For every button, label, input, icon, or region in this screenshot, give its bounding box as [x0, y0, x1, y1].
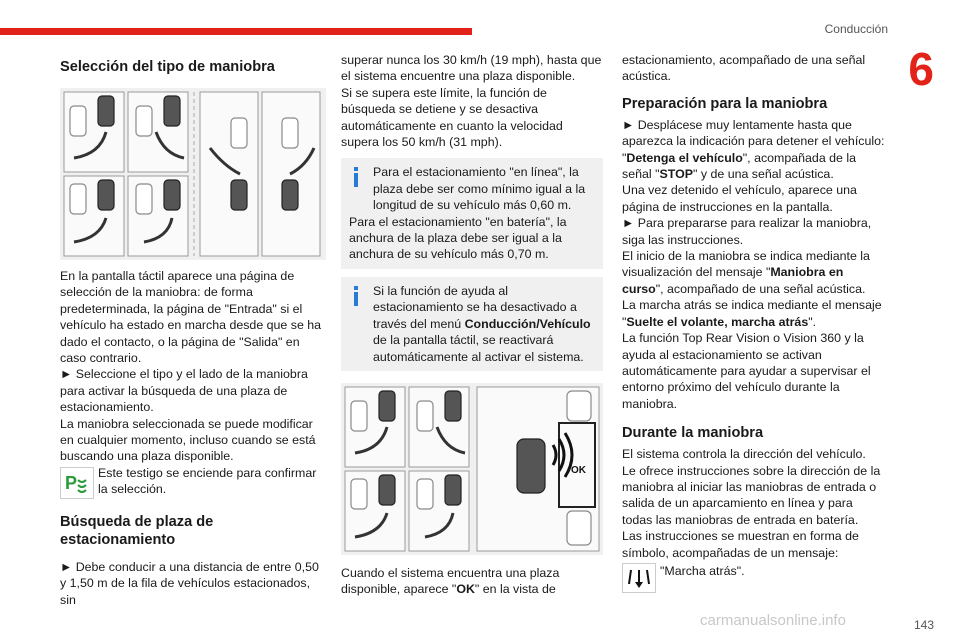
paragraph: estacionamiento, acompañado de una señal acústica.	[622, 53, 866, 84]
reverse-symbol-note	[622, 561, 886, 591]
instruction-step: ► Debe conducir a una distancia de entre 0,50 y 1,50 m de la fila de vehículos estacionados, sin	[60, 559, 319, 607]
info-icon	[349, 167, 363, 187]
header-accent-bar	[0, 28, 472, 35]
paragraph: La maniobra seleccionada se puede modificar en cualquier momento, incluso cuando se está buscando una plaza disponible.	[60, 416, 316, 464]
paragraph: La marcha atrás se indica mediante el mensaje "Suelte el volante, marcha atrás".	[622, 298, 882, 329]
parking-assist-indicator-icon	[60, 467, 94, 499]
instruction-step: ► Desplácese muy lentamente hasta que aparezca la indicación para detener el vehículo: "Detenga el vehículo", acompañada de la señal "STOP" y de una señal acústica.	[622, 117, 885, 182]
column-2	[341, 52, 603, 598]
space-found-illustration	[341, 383, 603, 555]
paragraph: El inicio de la maniobra se indica mediante la visualización del mensaje "Maniobra en curso", acompañado de una señal acústica.	[622, 249, 870, 296]
info-box-dimensions	[341, 158, 603, 268]
paragraph: Las instrucciones se muestran en forma de símbolo, acompañadas de un mensaje:	[622, 529, 859, 560]
paragraph: La función Top Rear Vision o Vision 360 y la ayuda al estacionamiento se activan automáticamente para ayudar a supervisar el entorno próximo del vehículo durante la maniobra.	[622, 331, 871, 411]
ok-label: OK	[571, 464, 586, 476]
paragraph: En la pantalla táctil aparece una página de selección de la maniobra: de forma predeterminada, la página de "Entrada" si el vehículo ha estado en marcha desde que se ha dado el contacto, o la página de "Salida" en caso contrario.	[60, 269, 322, 366]
page-number: 143	[913, 618, 934, 632]
column-1	[60, 52, 326, 608]
chapter-number: 6	[908, 43, 934, 95]
info-box-reactivation	[341, 277, 603, 371]
paragraph: superar nunca los 30 km/h (19 mph), hasta que el sistema encuentre una plaza disponible.	[341, 53, 602, 84]
witness-lamp-note	[60, 465, 326, 499]
reverse-arrows-icon	[622, 563, 656, 593]
heading-space-search: Búsqueda de plaza de estacionamiento	[60, 513, 214, 548]
space-found-figure	[341, 383, 603, 555]
instruction-step: ► Para prepararse para realizar la maniobra, siga las instrucciones.	[622, 216, 872, 247]
maneuver-selection-figure	[60, 88, 326, 260]
heading-preparation: Preparación para la maniobra	[622, 95, 828, 112]
heading-maneuver-selection: Selección del tipo de maniobra	[60, 59, 275, 75]
paragraph: Cuando el sistema encuentra una plaza disponible, aparece "OK" en la vista de	[341, 565, 560, 597]
paragraph: El sistema controla la dirección del vehículo.	[622, 447, 866, 462]
info-text: Para el estacionamiento "en batería", la anchura de la plaza debe ser igual a la anchura de su vehículo más 0,70 m.	[349, 214, 567, 262]
reverse-text: "Marcha atrás".	[660, 563, 745, 578]
paragraph: Si se supera este límite, la función de búsqueda se detiene y se desactiva automáticamente en cuanto la velocidad supera los 50 km/h (31 mph).	[341, 85, 563, 150]
maneuver-illustration	[60, 88, 326, 260]
paragraph: Le ofrece instrucciones sobre la dirección de la maniobra al iniciar las maniobras de entrada o salida de un aparcamiento en línea y para todas las maniobras de entrada en batería.	[622, 463, 881, 527]
watermark: carmanualsonline.info	[700, 612, 846, 629]
info-text: Para el estacionamiento "en línea", la plaza debe ser como mínimo igual a la longitud de su vehículo más 0,60 m.	[373, 165, 586, 213]
section-title: Conducción	[824, 22, 888, 36]
witness-text: Este testigo se enciende para confirmar la selección.	[98, 465, 317, 497]
heading-during-maneuver: Durante la maniobra	[622, 425, 764, 442]
column-3	[622, 52, 886, 591]
info-icon	[349, 286, 363, 306]
info-text: Si la función de ayuda al estacionamiento se ha desactivado a través del menú Conducción/Vehículo de la pantalla táctil, se reactivará automáticamente al activar el sistema.	[373, 283, 591, 364]
instruction-step: ► Seleccione el tipo y el lado de la maniobra para activar la búsqueda de una plaza de estacionamiento.	[60, 367, 308, 415]
svg-text:P: P	[65, 472, 78, 493]
paragraph: Una vez detenido el vehículo, aparece una página de instrucciones en la pantalla.	[622, 183, 857, 214]
